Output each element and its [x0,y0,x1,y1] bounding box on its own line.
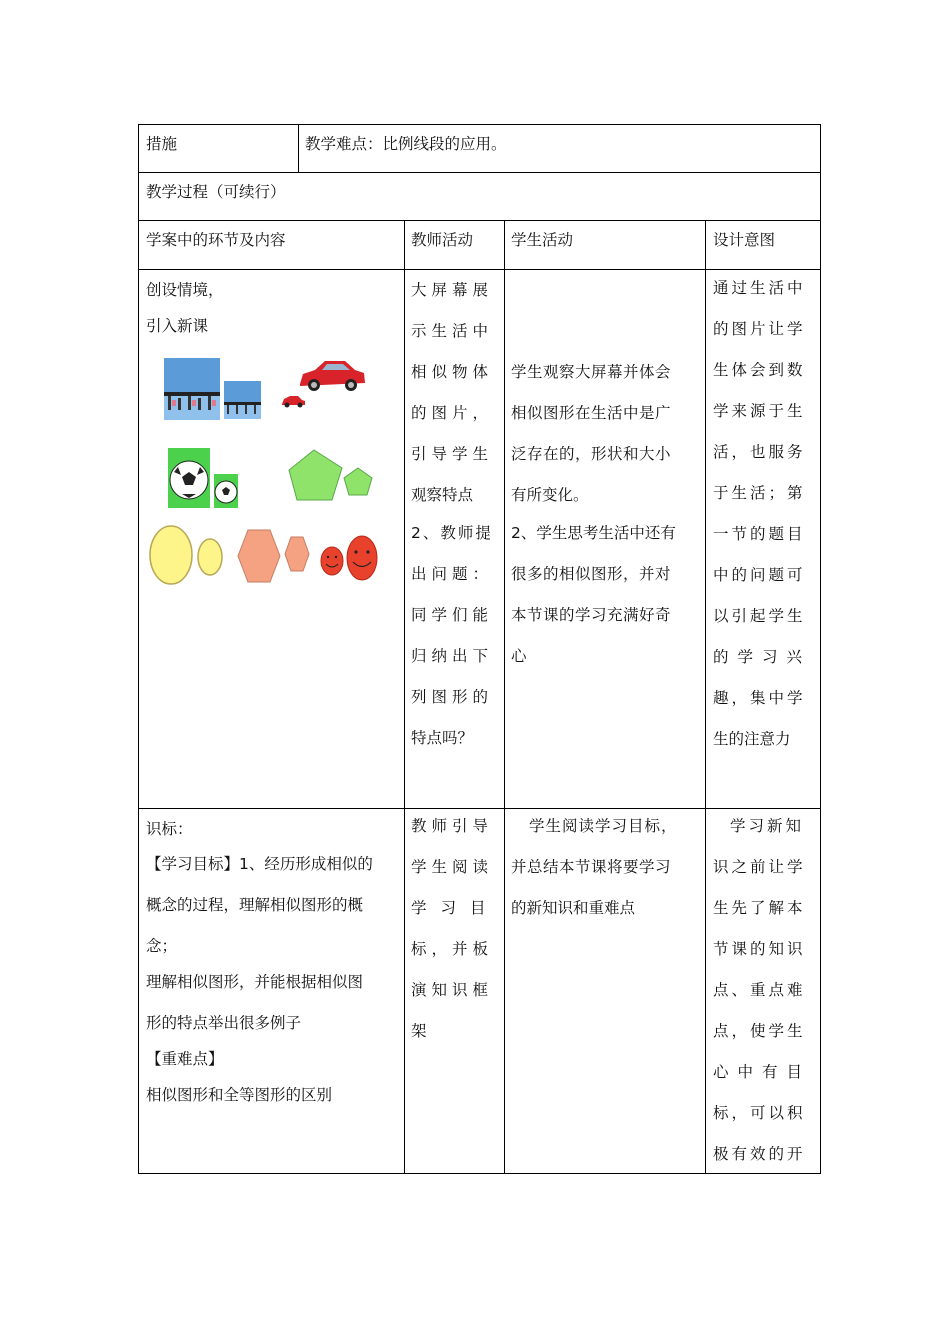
car-large-icon [297,356,367,396]
s2-teacher-line: 架 [411,1022,427,1040]
s2-teacher-line: 学生阅读 [411,858,494,876]
s1-intent-line: 学来源于生 [713,402,806,420]
photo-small [224,381,261,419]
s2-intent-line: 标，可以积 [713,1104,806,1122]
s2-content-line: 形的特点举出很多例子 [146,1014,302,1032]
s1-teacher-line: 示生活中 [411,322,494,340]
s1-teacher-line: 相似物体 [411,363,494,381]
pentagon-small-icon [343,467,373,497]
s2-content-line: 概念的过程，理解相似图形的概 [146,896,364,914]
s1-teacher-line: 同学们能 [411,606,494,624]
section1-teacher-cell [404,269,505,809]
s2-intent-line: 学习新知 [730,817,805,835]
s2-content-line: 识标： [146,820,193,838]
s1-student-line: 本节课的学习充满好奇 [511,606,672,624]
s1-intent-line: 生体会到数 [713,361,806,379]
section2-student-cell [504,808,706,1174]
section2-content-cell [138,808,405,1174]
s1-teacher-line: 出问题： [411,565,494,583]
s2-content-line: 念； [146,937,178,955]
s2-student-line: 学生阅读学习目标， [529,817,678,835]
s1-student-line: 2、学生思考生活中还有 [511,524,676,542]
s1-student-line: 相似图形在生活中是广 [511,404,672,422]
header-col3-label: 学生活动 [511,231,574,249]
s1-student-line: 很多的相似图形，并对 [511,565,672,583]
measures-label: 措施 [146,135,178,153]
hexagon-large-icon [236,528,282,584]
process-cell [138,172,821,221]
soccer-ball-small-icon [214,474,238,508]
header-col1 [138,220,405,270]
s1-teacher-line: 列图形的 [411,688,494,706]
s2-intent-line: 心中有目 [713,1063,812,1081]
pentagon-large-icon [287,448,345,504]
s1-intent-line: 以引起学生 [713,607,806,625]
circle-large-icon [148,524,194,586]
header-col1-label: 学案中的环节及内容 [146,231,286,249]
s1-student-line: 心 [511,647,527,665]
section2-teacher-cell [404,808,505,1174]
circle-small-icon [196,536,224,578]
photo-large [164,358,220,420]
s2-teacher-line: 学习目 [411,899,500,917]
measures-label-cell [138,124,299,173]
car-small-icon [280,394,306,408]
s1-student-line: 学生观察大屏幕并体会 [511,363,672,381]
s2-content-line: 相似图形和全等图形的区别 [146,1086,333,1104]
s1-student-line: 泛存在的，形状和大小 [511,445,672,463]
s1-intent-line: 趣，集中学 [713,689,806,707]
difficulty-text: 教学难点：比例线段的应用。 [305,135,507,153]
difficulty-cell [298,124,821,173]
section1-content-cell [138,269,405,809]
s1-teacher-line: 引导学生 [411,445,494,463]
s2-teacher-line: 教师引导 [411,817,494,835]
lesson-plan-table [138,124,821,1174]
s2-student-line: 的新知识和重难点 [511,899,636,917]
process-label: 教学过程（可续行） [146,183,286,201]
section1-line-1: 创设情境， [146,281,224,299]
smiley-face-small-icon [320,546,344,576]
s2-teacher-line: 标，并板 [411,940,494,958]
soccer-ball-large-icon [168,448,210,508]
s1-intent-line: 活，也服务 [713,443,806,461]
s2-intent-line: 节课的知识 [713,940,806,958]
s1-intent-line: 通过生活中 [713,279,806,297]
s1-intent-line: 于生活；第 [713,484,806,502]
s1-teacher-line: 归纳出下 [411,647,494,665]
s1-teacher-line: 特点吗？ [411,729,474,747]
section1-intent-cell [705,269,821,809]
s2-teacher-line: 演知识框 [411,981,494,999]
section1-line-2: 引入新课 [146,317,209,335]
s2-intent-line: 生先了解本 [713,899,806,917]
s2-content-line: 【重难点】 [146,1050,224,1068]
header-col3 [504,220,706,270]
header-col2-label: 教师活动 [411,231,474,249]
s2-intent-line: 点，使学生 [713,1022,806,1040]
s2-content-line: 【学习目标】1、经历形成相似的 [146,855,373,873]
s1-intent-line: 生的注意力 [713,730,791,748]
s1-student-line: 有所变化。 [511,486,589,504]
s2-content-line: 理解相似图形，并能根据相似图 [146,973,364,991]
section2-intent-cell [705,808,821,1174]
s1-teacher-line: 2、教师提 [411,524,493,542]
s1-intent-line: 一节的题目 [713,525,806,543]
smiley-face-large-icon [345,534,379,582]
s2-intent-line: 极有效的开 [713,1145,806,1163]
header-col4-label: 设计意图 [713,231,776,249]
section1-student-cell [504,269,706,809]
s1-intent-line: 中的问题可 [713,566,806,584]
s2-intent-line: 识之前让学 [713,858,806,876]
s1-teacher-line: 观察特点 [411,486,474,504]
s1-intent-line: 的学习兴 [713,648,812,666]
s1-intent-line: 的图片让学 [713,320,806,338]
header-col2 [404,220,505,270]
s1-teacher-line: 的图片， [411,404,494,422]
s1-teacher-line: 大屏幕展 [411,281,494,299]
s2-intent-line: 点、重点难 [713,981,806,999]
header-col4 [705,220,821,270]
hexagon-small-icon [284,536,310,572]
s2-student-line: 并总结本节课将要学习 [511,858,672,876]
